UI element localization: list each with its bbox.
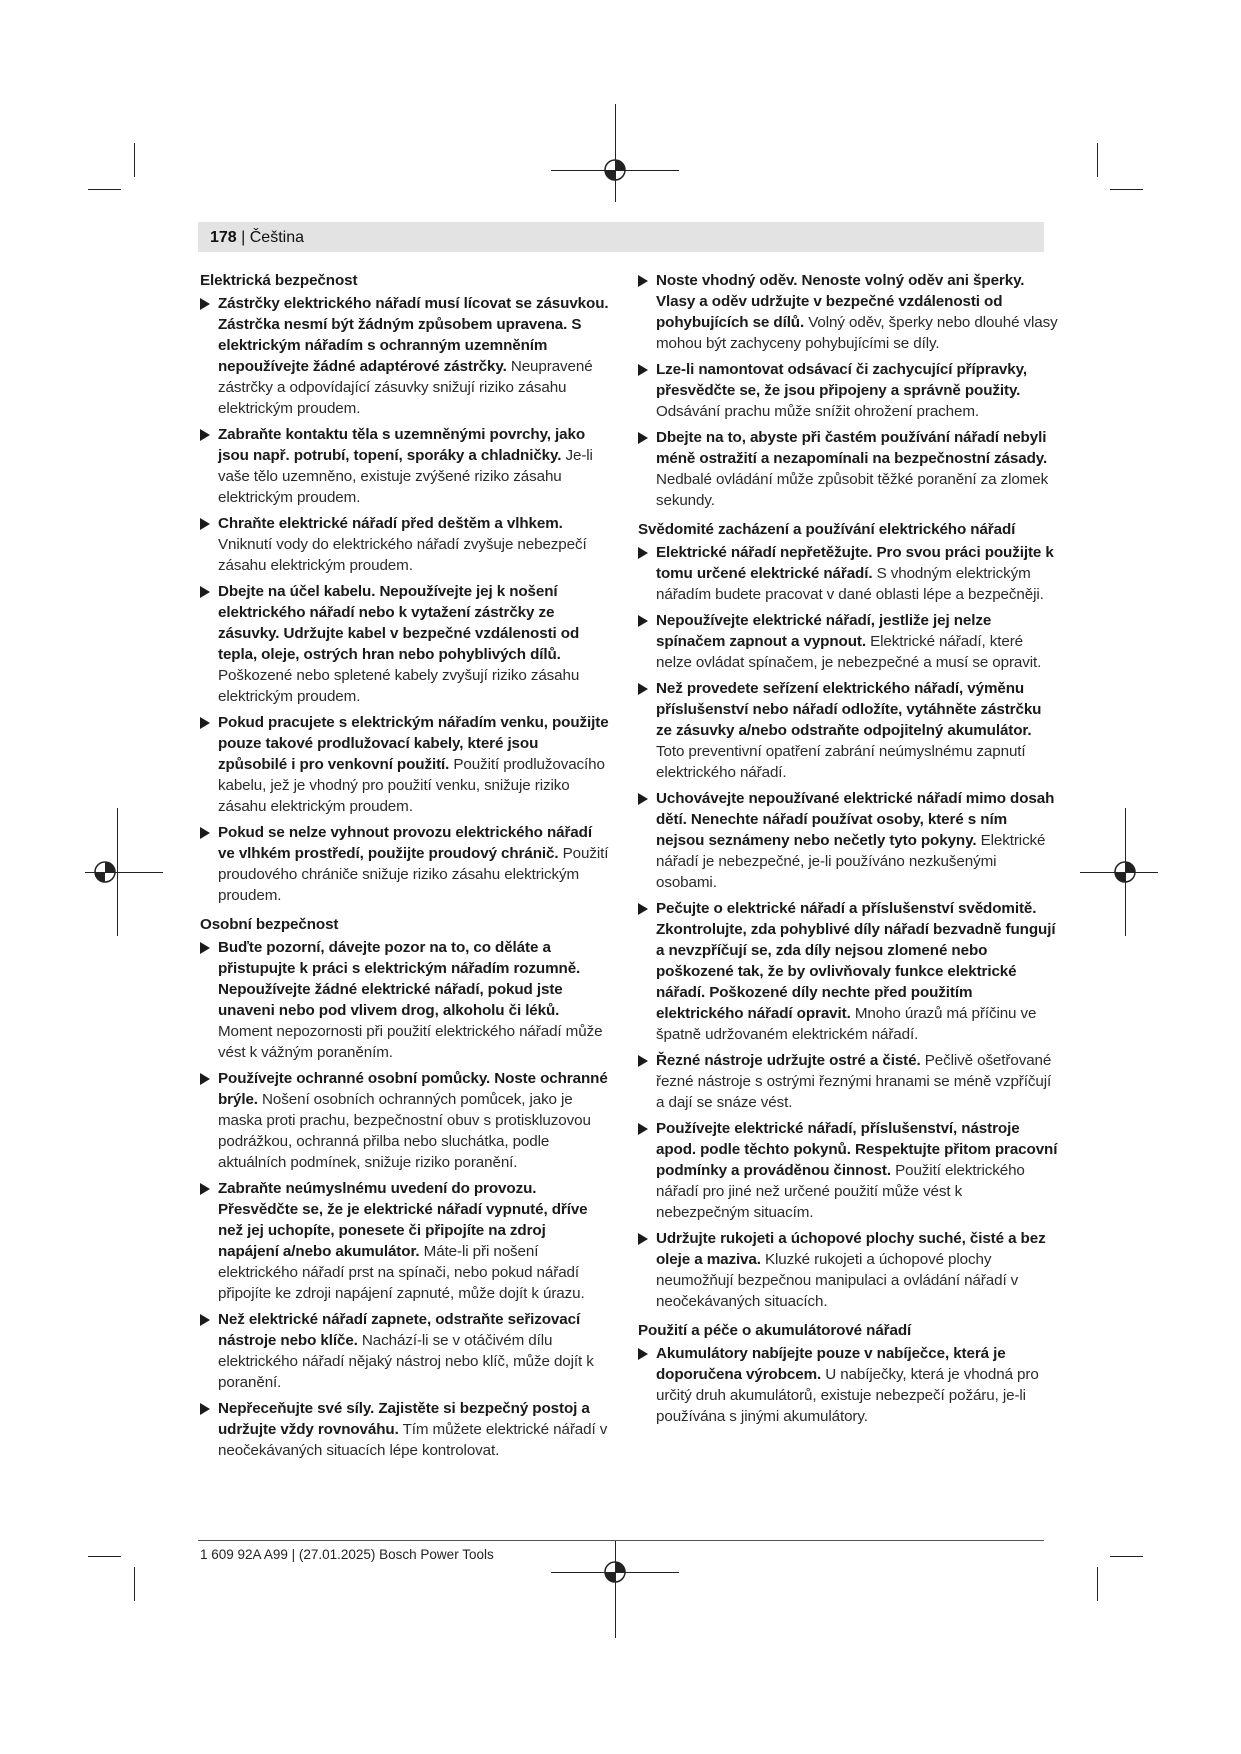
instruction-explanation-text: Nachází-li se v otáčivém dílu elektrického nářadí nějaký nástroj nebo klíč, může dojít k poranění. [218, 1332, 594, 1391]
instruction-bold-text: Zabraňte neúmyslnému uvedení do provozu. Přesvědčte se, že je elektrické nářadí vypnuté, dříve než jej uchopíte, ponesete či připojíte na zdroj napájení a/nebo akumulátor. [218, 1180, 588, 1260]
instruction-explanation-text: Moment nepozornosti při použití elektrického nářadí může vést k vážným poraněním. [218, 1023, 603, 1061]
instruction-bold-text: Noste vhodný oděv. Nenoste volný oděv ani šperky. Vlasy a oděv udržujte v bezpečné vzdálenosti od pohybujících se dílů. [656, 272, 1025, 331]
safety-instruction [638, 1118, 1058, 1223]
registration-mark-icon [92, 859, 118, 885]
section-heading: Svědomité zacházení a používání elektrického nářadí [638, 521, 1016, 538]
instruction-explanation-text: Poškozené nebo spletené kabely zvyšují riziko zásahu elektrickým proudem. [218, 667, 580, 705]
page-header [210, 228, 304, 248]
instruction-bold-text: Chraňte elektrické nářadí před deštěm a vlhkem. [218, 515, 563, 532]
safety-instruction [200, 712, 610, 817]
bullet-triangle-icon [638, 793, 648, 805]
instruction-bold-text: Používejte elektrické nářadí, příslušenství, nástroje apod. podle těchto pokynů. Respektujte přitom pracovní podmínky a prováděnou činnost. [656, 1120, 1058, 1179]
registration-mark-icon [602, 157, 628, 183]
bullet-triangle-icon [200, 429, 210, 441]
safety-instruction [200, 1398, 610, 1461]
instruction-explanation-text: Nošení osobních ochranných pomůcek, jako je maska proti prachu, bezpečnostní obuv s protiskluzovou podrážkou, ochranná přilba nebo sluchátka, podle aktuálních podmínek, snižuje riziko poranění. [218, 1091, 591, 1171]
instruction-bold-text: Nepoužívejte elektrické nářadí, jestliže jej nelze spínačem zapnout a vypnout. [656, 612, 992, 650]
instruction-explanation-text: Elektrické nářadí je nebezpečné, je-li používáno nezkušenými osobami. [656, 832, 1046, 891]
safety-instruction [638, 1228, 1058, 1312]
crop-mark [1110, 189, 1143, 190]
instruction-explanation-text: Použití prodlužovacího kabelu, jež je vhodný pro použití venku, snižuje riziko zásahu elektrickým proudem. [218, 756, 605, 815]
section-heading: Osobní bezpečnost [200, 916, 339, 933]
header-bar [198, 222, 1044, 252]
instruction-explanation-text: Nedbalé ovládání může způsobit těžké poranění za zlomek sekundy. [656, 471, 1049, 509]
bullet-triangle-icon [638, 547, 648, 559]
safety-instruction [638, 1343, 1058, 1427]
bullet-triangle-icon [200, 1183, 210, 1195]
instruction-bold-text: Pečujte o elektrické nářadí a příslušenství svědomitě. Zkontrolujte, zda pohyblivé díly nářadí bezvadně fungují a nevzpříčují se, zda díly nejsou zlomené nebo poškozené tak, že by ovlivňovaly funkce elektrické nářadí. Poškozené díly nechte před použitím elektrického nářadí opravit. [656, 900, 1056, 1022]
footer-text: 1 609 92A A99 | (27.01.2025) Bosch Power Tools [200, 1547, 494, 1562]
footer-rule [198, 1540, 1044, 1541]
bullet-triangle-icon [200, 942, 210, 954]
safety-instruction [638, 678, 1058, 783]
right-column [638, 270, 1058, 1432]
header-language: Čeština [249, 229, 304, 246]
bullet-triangle-icon [638, 364, 648, 376]
bullet-triangle-icon [638, 683, 648, 695]
safety-instruction [200, 1068, 610, 1173]
bullet-triangle-icon [200, 586, 210, 598]
instruction-explanation-text: U nabíječky, která je vhodná pro určitý druh akumulátorů, existuje nebezpečí požáru, je-li používána s jinými akumulátory. [656, 1366, 1039, 1425]
page-number: 178 [210, 229, 237, 246]
bullet-triangle-icon [200, 717, 210, 729]
crop-mark [134, 143, 135, 177]
bullet-triangle-icon [638, 1233, 648, 1245]
bullet-triangle-icon [638, 615, 648, 627]
instruction-bold-text: Dbejte na účel kabelu. Nepoužívejte jej k nošení elektrického nářadí nebo k vytažení zástrčky ze zásuvky. Udržujte kabel v bezpečné vzdálenosti od tepla, oleje, ostrých hran nebo pohyblivých dílů. [218, 583, 580, 663]
instruction-explanation-text: Použití elektrického nářadí pro jiné než určené použití může vést k nebezpečným situacím. [656, 1162, 1025, 1221]
instruction-explanation-text: Použití proudového chrániče snižuje riziko zásahu elektrickým proudem. [218, 845, 609, 904]
safety-instruction [200, 937, 610, 1063]
instruction-bold-text: Elektrické nářadí nepřetěžujte. Pro svou práci použijte k tomu určené elektrické nářadí. [656, 544, 1054, 582]
bullet-triangle-icon [200, 298, 210, 310]
safety-instruction [200, 513, 610, 576]
safety-instruction [200, 1178, 610, 1304]
crop-mark [615, 104, 616, 202]
safety-instruction [638, 359, 1058, 422]
safety-instruction [638, 788, 1058, 893]
bullet-triangle-icon [638, 1348, 648, 1360]
instruction-explanation-text: Kluzké rukojeti a úchopové plochy neumožňují bezpečnou manipulaci a ovládání nářadí v neočekávaných situacích. [656, 1251, 1019, 1310]
crop-mark [1097, 143, 1098, 177]
instruction-explanation-text: Pečlivě ošetřované řezné nástroje s ostrými řeznými hranami se méně vzpříčují a dají se snáze vést. [656, 1052, 1052, 1111]
instruction-bold-text: Než elektrické nářadí zapnete, odstraňte seřizovací nástroje nebo klíče. [218, 1311, 581, 1349]
registration-mark-icon [1112, 859, 1138, 885]
instruction-bold-text: Řezné nástroje udržujte ostré a čisté. [656, 1052, 921, 1069]
registration-mark-icon [602, 1559, 628, 1585]
safety-instruction [638, 1050, 1058, 1113]
instruction-bold-text: Pokud pracujete s elektrickým nářadím venku, použijte pouze takové prodlužovací kabely, které jsou způsobilé i pro venkovní použití. [218, 714, 609, 773]
section-heading: Použití a péče o akumulátorové nářadí [638, 1322, 912, 1339]
instruction-explanation-text: Je-li vaše tělo uzemněno, existuje zvýšené riziko zásahu elektrickým proudem. [218, 447, 593, 506]
bullet-triangle-icon [200, 1073, 210, 1085]
safety-instruction [638, 610, 1058, 673]
instruction-bold-text: Zástrčky elektrického nářadí musí lícovat se zásuvkou. Zástrčka nesmí být žádným způsobem upravena. S elektrickým nářadím s ochranným uzemněním nepoužívejte žádné adaptérové zástrčky. [218, 295, 609, 375]
section-heading: Elektrická bezpečnost [200, 272, 358, 289]
bullet-triangle-icon [200, 1403, 210, 1415]
instruction-explanation-text: Neupravené zástrčky a odpovídající zásuvky snižují riziko zásahu elektrickým proudem. [218, 358, 593, 417]
safety-instruction [638, 898, 1058, 1045]
bullet-triangle-icon [200, 518, 210, 530]
instruction-explanation-text: Mnoho úrazů má příčinu ve špatně udržovaném elektrickém nářadí. [656, 1005, 1037, 1043]
instruction-explanation-text: Máte-li při nošení elektrického nářadí prst na spínači, nebo pokud nářadí připojíte ke zdroji napájení zapnuté, může dojít k úrazu. [218, 1243, 585, 1302]
bullet-triangle-icon [638, 1055, 648, 1067]
instruction-bold-text: Zabraňte kontaktu těla s uzemněnými povrchy, jako jsou např. potrubí, topení, sporáky a chladničky. [218, 426, 586, 464]
instruction-explanation-text: Tím můžete elektrické nářadí v neočekávaných situacích lépe kontrolovat. [218, 1421, 608, 1459]
instruction-bold-text: Pokud se nelze vyhnout provozu elektrického nářadí ve vlhkém prostředí, použijte proudový chránič. [218, 824, 592, 862]
instruction-bold-text: Lze-li namontovat odsávací či zachycující přípravky, přesvědčte se, že jsou připojeny a správně použity. [656, 361, 1027, 399]
safety-instruction [200, 293, 610, 419]
crop-mark [88, 189, 121, 190]
bullet-triangle-icon [638, 275, 648, 287]
safety-instruction [200, 424, 610, 508]
instruction-bold-text: Než provedete seřízení elektrického nářadí, výměnu příslušenství nebo nářadí odložíte, vytáhněte zástrčku ze zásuvky a/nebo odstraňte odpojitelný akumulátor. [656, 680, 1042, 739]
instruction-explanation-text: Volný oděv, šperky nebo dlouhé vlasy mohou být zachyceny pohybujícími se díly. [656, 314, 1058, 352]
crop-mark [134, 1567, 135, 1601]
safety-instruction [638, 427, 1058, 511]
instruction-bold-text: Dbejte na to, abyste při častém používání nářadí nebyli méně ostražití a nezapomínali na bezpečnostní zásady. [656, 429, 1048, 467]
bullet-triangle-icon [200, 1314, 210, 1326]
crop-mark [88, 1556, 121, 1557]
bullet-triangle-icon [638, 432, 648, 444]
instruction-explanation-text: S vhodným elektrickým nářadím budete pracovat v dané oblasti lépe a bezpečněji. [656, 565, 1044, 603]
safety-instruction [200, 1309, 610, 1393]
bullet-triangle-icon [638, 1123, 648, 1135]
safety-instruction [638, 542, 1058, 605]
instruction-explanation-text: Toto preventivní opatření zabrání neúmyslnému zapnutí elektrického nářadí. [656, 743, 1026, 781]
bullet-triangle-icon [638, 903, 648, 915]
instruction-bold-text: Nepřeceňujte své síly. Zajistěte si bezpečný postoj a udržujte vždy rovnováhu. [218, 1400, 590, 1438]
crop-mark [615, 1540, 616, 1638]
left-column [200, 270, 610, 1466]
bullet-triangle-icon [200, 827, 210, 839]
instruction-bold-text: Buďte pozorní, dávejte pozor na to, co děláte a přistupujte k práci s elektrickým nářadím rozumně. Nepoužívejte žádné elektrické nářadí, pokud jste unaveni nebo pod vlivem drog, alkoholu či léků. [218, 939, 581, 1019]
crop-mark [1097, 1567, 1098, 1601]
instruction-bold-text: Používejte ochranné osobní pomůcky. Noste ochranné brýle. [218, 1070, 608, 1108]
instruction-bold-text: Udržujte rukojeti a úchopové plochy suché, čisté a bez oleje a maziva. [656, 1230, 1046, 1268]
safety-instruction [200, 822, 610, 906]
header-separator: | [236, 229, 250, 246]
instruction-explanation-text: Vniknutí vody do elektrického nářadí zvyšuje nebezpečí zásahu elektrickým proudem. [218, 536, 587, 574]
instruction-bold-text: Akumulátory nabíjejte pouze v nabíječce, která je doporučena výrobcem. [656, 1345, 1006, 1383]
instruction-explanation-text: Odsávání prachu může snížit ohrožení prachem. [656, 403, 980, 420]
safety-instruction [200, 581, 610, 707]
safety-instruction [638, 270, 1058, 354]
instruction-explanation-text: Elektrické nářadí, které nelze ovládat spínačem, je nebezpečné a musí se opravit. [656, 633, 1042, 671]
crop-mark [1110, 1556, 1143, 1557]
instruction-bold-text: Uchovávejte nepoužívané elektrické nářadí mimo dosah dětí. Nenechte nářadí používat osoby, které s ním nejsou seznámeny nebo nečetly tyto pokyny. [656, 790, 1055, 849]
